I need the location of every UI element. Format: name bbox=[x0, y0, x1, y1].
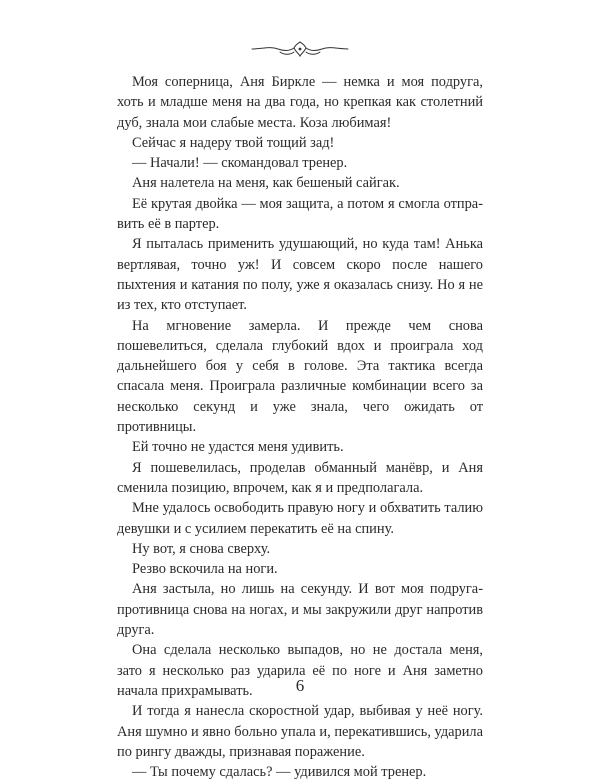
paragraph: Я пошевелилась, проделав обманный манёвр, и Аня сменила позицию, впрочем, как я и предполагала. bbox=[117, 459, 483, 496]
ornament-divider-icon bbox=[250, 40, 350, 58]
paragraph: Ну вот, я снова сверху. bbox=[132, 540, 271, 557]
paragraph: Я пыталась применить удушающий, но куда там! Анька вертлявая, точно уж! И совсем скоро после нашего пыхтения и катания по полу, уже я оказалась снизу. Но я не из тех, кто отступает. bbox=[117, 236, 483, 314]
page-number: 6 bbox=[295, 676, 305, 695]
paragraph: Моя соперница, Аня Биркле — немка и моя подруга, хоть и младше меня на два года, но крепкая как столетний дуб, знала мои слабые места. Коза любимая! bbox=[117, 74, 483, 131]
paragraph: Ей точно не удастся меня удивить. bbox=[132, 439, 344, 456]
paragraph: Она сделала несколько выпадов, но не достала меня, зато я несколько раз ударила её по ноге и Аня заметно начала прихрамывать. bbox=[117, 642, 483, 699]
paragraph: Мне удалось освободить правую ногу и обхватить талию девушки и с усилием перекатить её на спину. bbox=[117, 500, 483, 537]
paragraph: И тогда я нанесла скоростной удар, выбивая у неё ногу. Аня шумно и явно больно упала и, перекатившись, ударила по рингу дважды, признавая поражение. bbox=[117, 703, 483, 760]
paragraph: — Ты почему сдалась? — удивился мой тренер. bbox=[132, 764, 427, 781]
paragraph: Сейчас я надеру твой тощий зад! bbox=[132, 134, 335, 151]
paragraph: Аня налетела на меня, как бешеный сайгак. bbox=[132, 175, 400, 192]
paragraph: На мгновение замерла. И прежде чем снова пошевелиться, сделала глубокий вдох и проиграла ход дальнейшего боя у себя в голове. Эта тактика всегда спасала меня. Проиграла различные комбинации всего за несколько секунд и уже знала, чего ожидать от противницы. bbox=[117, 317, 483, 436]
paragraph: Её крутая двойка — моя защита, а потом я смогла отправить её в партер. bbox=[117, 195, 483, 233]
paragraph: Резво вскочила на ноги. bbox=[132, 561, 278, 578]
paragraph: Аня застыла, но лишь на секунду. И вот моя подруга-противница снова на ногах, и мы закружили друг напротив друга. bbox=[117, 581, 483, 639]
paragraph: — Начали! — скомандовал тренер. bbox=[132, 155, 348, 172]
